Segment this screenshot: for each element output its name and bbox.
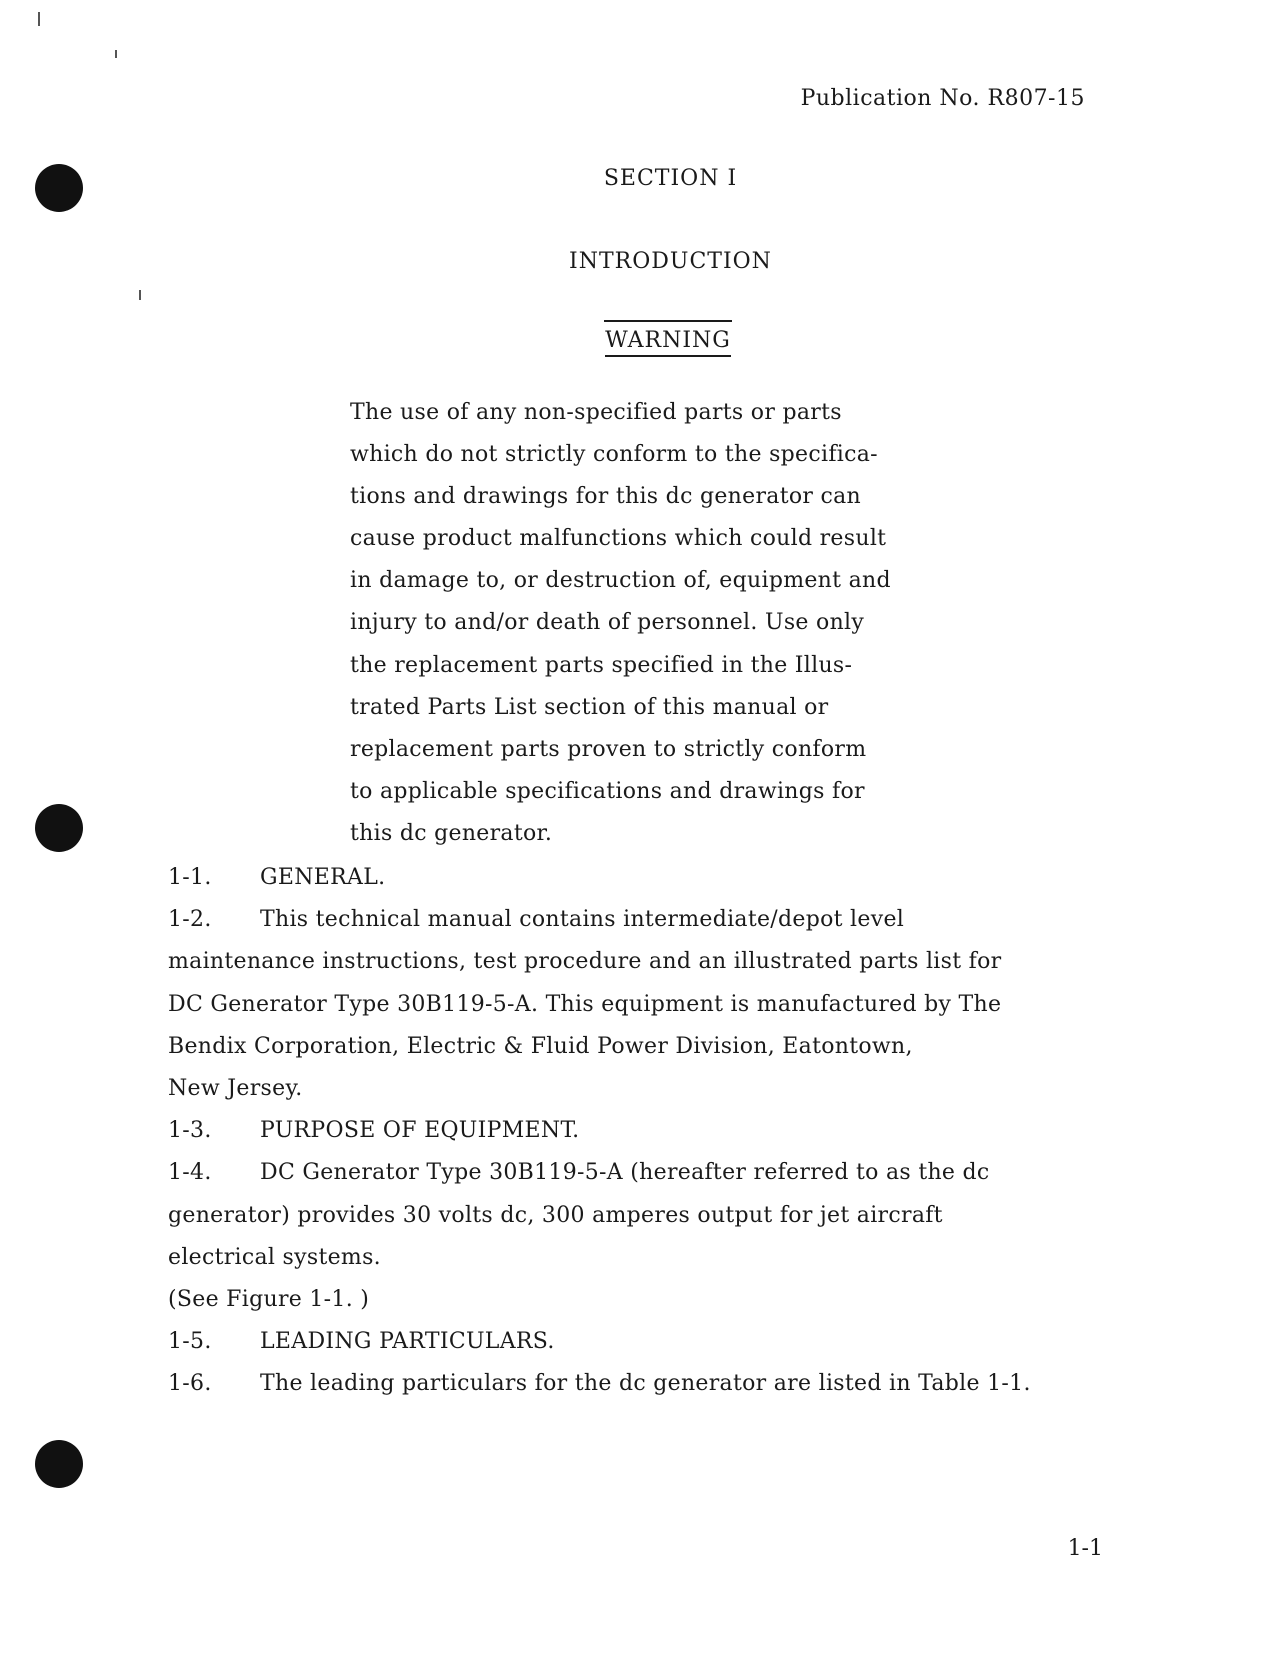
warning-line: replacement parts proven to strictly conform <box>350 736 867 762</box>
publication-number: Publication No. R807-15 <box>800 86 1085 111</box>
paragraph-1-6 <box>168 1363 1128 1405</box>
paragraph-first-line: DC Generator Type 30B119-5-A (hereafter referred to as the dc <box>260 1160 990 1186</box>
section-number: SECTION I <box>603 166 738 191</box>
paragraph-number: 1-4. <box>168 1160 212 1186</box>
paragraph-number: 1-3. <box>168 1118 212 1144</box>
scan-speck <box>139 290 141 300</box>
warning-heading <box>604 320 732 357</box>
punch-hole-middle <box>35 804 83 852</box>
paragraph-heading: LEADING PARTICULARS. <box>260 1329 555 1355</box>
warning-line: The use of any non-specified parts or parts <box>350 400 842 425</box>
scan-speck <box>115 50 117 58</box>
scan-speck <box>38 12 40 26</box>
warning-line: injury to and/or death of personnel. Use only <box>350 610 865 636</box>
paragraph-line: New Jersey. <box>168 1076 303 1102</box>
page-number: 1-1 <box>1067 1536 1103 1561</box>
warning-rule <box>604 320 732 322</box>
warning-line: cause product malfunctions which could result <box>350 526 887 552</box>
warning-line: this dc generator. <box>350 820 553 846</box>
paragraph-heading: PURPOSE OF EQUIPMENT. <box>260 1118 580 1144</box>
paragraph-heading: GENERAL. <box>260 865 386 890</box>
paragraph-line: electrical systems. <box>168 1244 381 1270</box>
punch-hole-bottom <box>35 1440 83 1488</box>
paragraph-number: 1-1. <box>168 865 212 890</box>
warning-text <box>350 392 950 855</box>
paragraph-line: Bendix Corporation, Electric & Fluid Power Division, Eatontown, <box>168 1033 913 1059</box>
warning-line: in damage to, or destruction of, equipment and <box>350 568 891 594</box>
paragraph-line: generator) provides 30 volts dc, 300 amperes output for jet aircraft <box>168 1202 943 1228</box>
paragraph-number: 1-6. <box>168 1371 212 1397</box>
section-title: INTRODUCTION <box>569 249 772 274</box>
paragraph-1-3 <box>168 1110 1128 1152</box>
warning-line: to applicable specifications and drawings for <box>350 778 865 804</box>
paragraph-text: The leading particulars for the dc generator are listed in Table 1-1. <box>260 1371 1031 1397</box>
warning-line: which do not strictly conform to the specifica- <box>350 442 878 468</box>
paragraph-number: 1-2. <box>168 907 212 933</box>
figure-reference: (See Figure 1-1. ) <box>168 1287 370 1313</box>
paragraph-line: DC Generator Type 30B119-5-A. This equipment is manufactured by The <box>168 991 1002 1017</box>
warning-label: WARNING <box>605 328 731 357</box>
paragraph-line: maintenance instructions, test procedure and an illustrated parts list for <box>168 949 1002 975</box>
paragraph-1-1 <box>168 857 1128 899</box>
warning-line: trated Parts List section of this manual or <box>350 694 829 720</box>
paragraph-1-2 <box>168 899 1128 941</box>
paragraph-1-4 <box>168 1152 1128 1194</box>
body-text <box>168 857 1128 1406</box>
warning-line: tions and drawings for this dc generator can <box>350 484 862 510</box>
warning-line: the replacement parts specified in the Illus- <box>350 652 853 678</box>
paragraph-1-5 <box>168 1321 1128 1363</box>
paragraph-first-line: This technical manual contains intermediate/depot level <box>260 907 905 933</box>
paragraph-number: 1-5. <box>168 1329 212 1355</box>
